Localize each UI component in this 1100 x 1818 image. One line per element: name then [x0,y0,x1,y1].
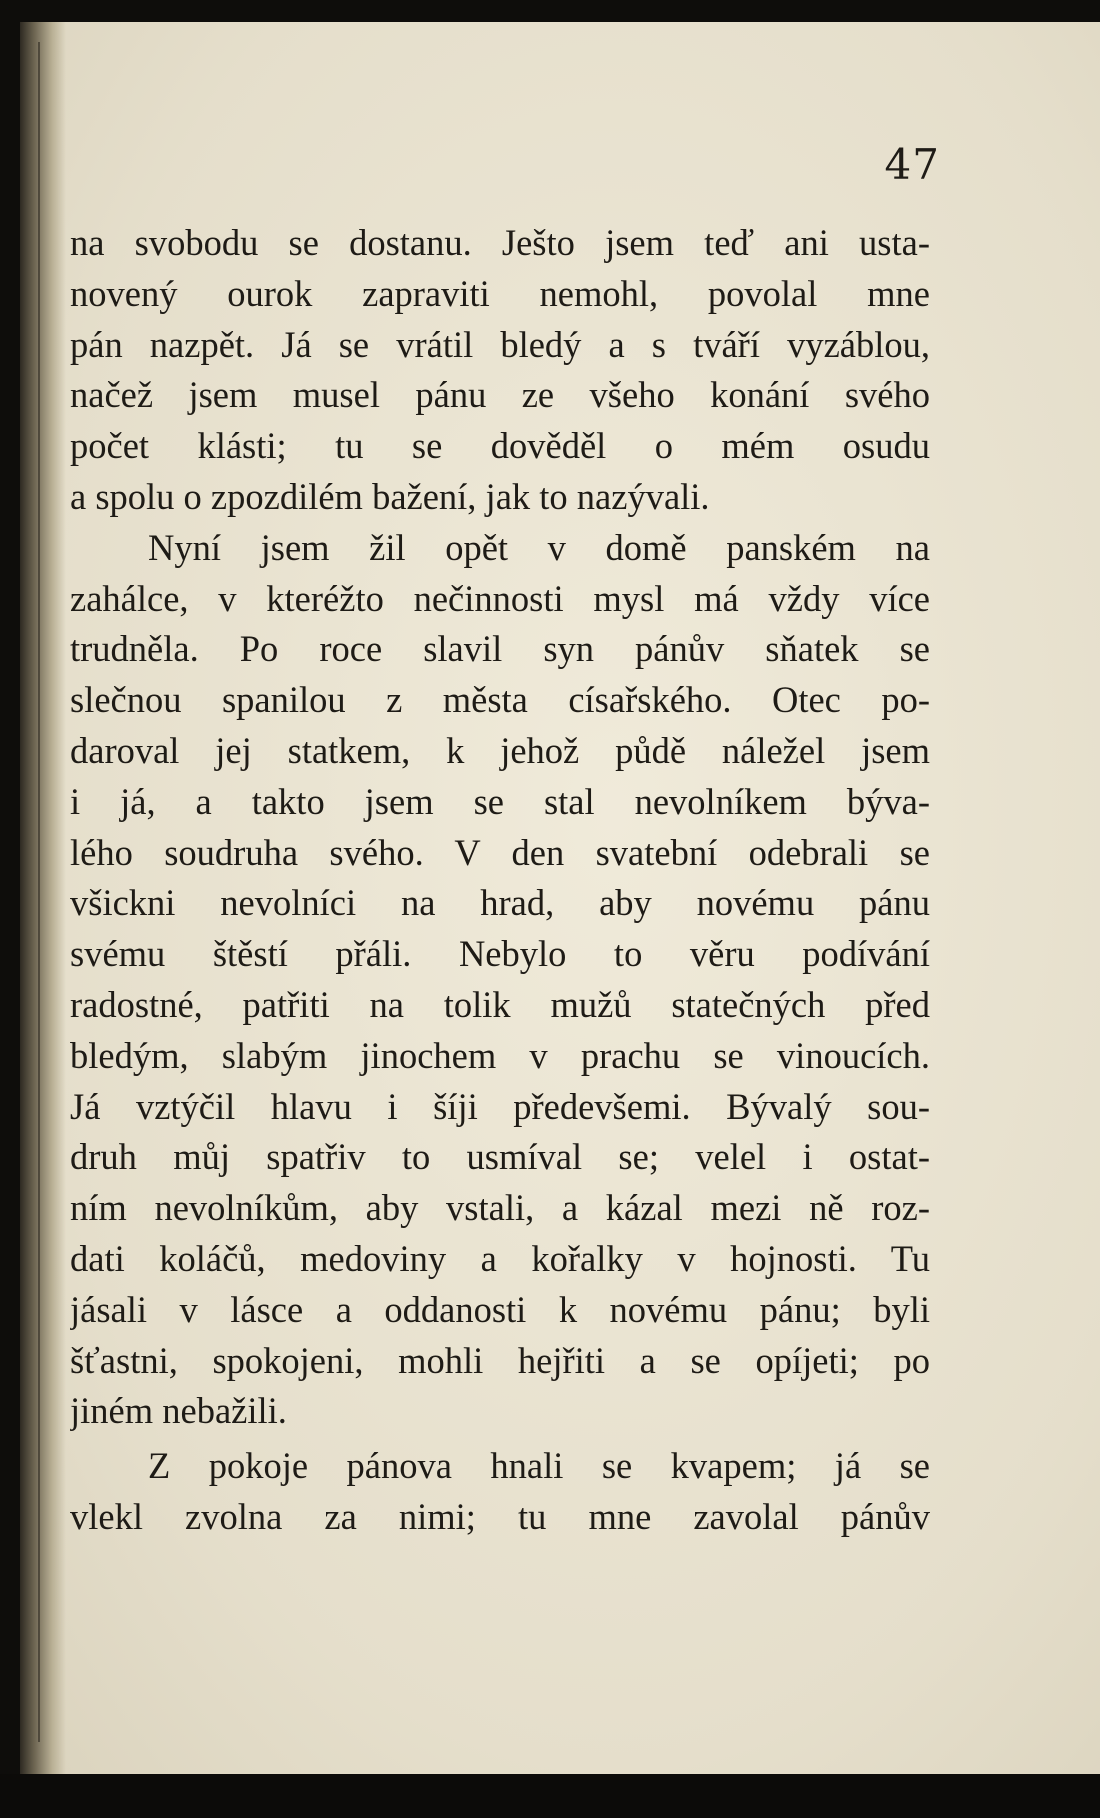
paragraph-3 [70,1441,930,1543]
text-line: lého soudruha svého. V den svatební odebrali se [70,831,930,873]
text-line: Nyní jsem žil opět v domě panském na [148,526,930,568]
text-line: všickni nevolníci na hrad, aby novému pánu [70,882,930,924]
text-line: zahálce, v kteréžto nečinnosti mysl má vždy více [70,577,930,619]
text-line: počet klásti; tu se dověděl o mém osudu [70,425,930,467]
text-line: novený ourok zapraviti nemohl, povolal mne [70,272,930,314]
paragraph-2 [70,523,930,1437]
text-line: ním nevolníkům, aby vstali, a kázal mezi ně roz- [70,1187,930,1229]
text-line: Já vztýčil hlavu i šíji předevšemi. Bývalý sou- [70,1085,930,1127]
text-line: a spolu o zpozdilém bažení, jak to nazývali. [70,475,710,517]
text-line: daroval jej statkem, k jehož půdě náležel jsem [70,729,930,771]
text-line: bledým, slabým jinochem v prachu se vinoucích. [70,1034,930,1076]
binding-gutter [20,22,66,1774]
text-line: dati koláčů, medoviny a kořalky v hojnosti. Tu [70,1237,930,1279]
page-number: 47 [884,140,940,189]
text-line: na svobodu se dostanu. Ješto jsem teď ani usta- [70,222,930,263]
text-line: radostné, patřiti na tolik mužů statečných před [70,983,930,1025]
text-line: vlekl zvolna za nimi; tu mne zavolal pánův [70,1495,930,1537]
scan-border-bottom [0,1774,1100,1818]
text-line: i já, a takto jsem se stal nevolníkem býva- [70,780,930,822]
text-line: jásali v lásce a oddanosti k novému pánu; byli [70,1288,930,1330]
text-line: trudněla. Po roce slavil syn pánův sňatek se [70,628,930,670]
text-line: jiném nebažili. [70,1390,287,1432]
text-line: slečnou spanilou z města císařského. Otec po- [70,679,930,721]
text-line: načež jsem musel pánu ze všeho konání svého [70,374,930,416]
text-line: Z pokoje pánova hnali se kvapem; já se [148,1445,930,1487]
body-text [70,218,930,1543]
text-line: pán nazpět. Já se vrátil bledý a s tváří vyzáblou, [70,323,930,365]
text-line: svému štěstí přáli. Nebylo to věru podívání [70,933,930,975]
binding-edge [38,42,40,1742]
text-line: šťastni, spokojeni, mohli hejřiti a se opíjeti; po [70,1339,930,1381]
text-line: druh můj spatřiv to usmíval se; velel i ostat- [70,1136,930,1178]
paragraph-1 [70,218,930,523]
book-page [20,22,1100,1774]
